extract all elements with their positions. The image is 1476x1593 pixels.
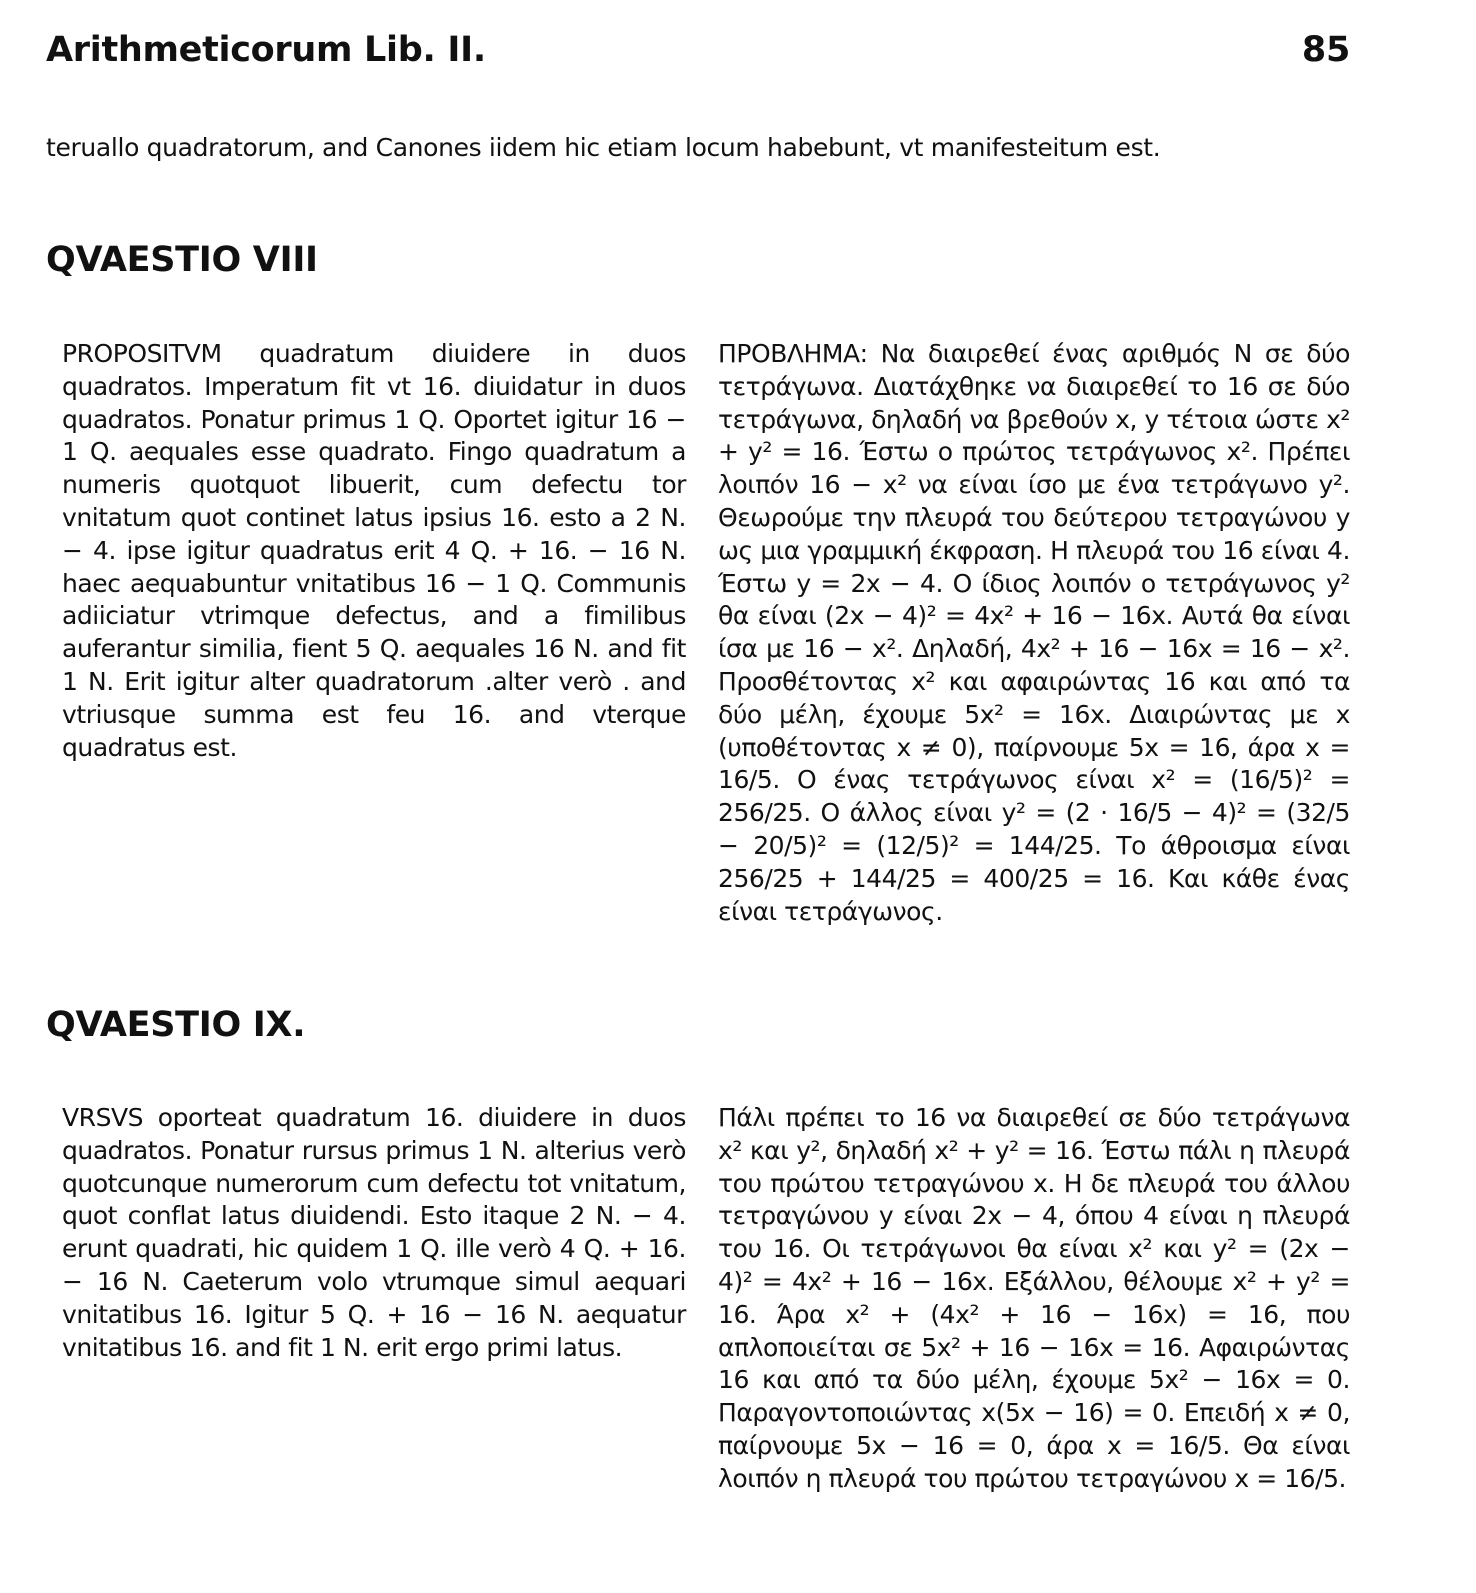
page-number: 85 — [1301, 30, 1350, 70]
section-title-ix: QVAESTIO IX. — [46, 1005, 306, 1045]
greek-translation-ix: Πάλι πρέπει το 16 να διαιρεθεί σε δύο τετράγωνα x² και y², δηλαδή x² + y² = 16. Έστω πάλι η πλευρά του πρώτου τετραγώνου x. Η δε πλευρά του άλλου τετραγώνου y είναι 2x − 4, όπου 4 είναι η πλευρά του 16. Οι τετράγωνοι θα είναι x² και y² = (2x − 4)² = 4x² + 16 − 16x. Εξάλλου, θέλουμε x² + y² = 16. Άρα x² + (4x² + 16 − 16x) = 16, που απλοποιείται σε 5x² + 16 − 16x = 16. Αφαιρώντας 16 και από τα δύο μέλη, έχουμε 5x² − 16x = 0. Παραγοντοποιώντας x(5x − 16) = 0. Επειδή x ≠ 0, παίρνουμε 5x − 16 = 0, άρα x = 16/5. Θα είναι λοιπόν η πλευρά του πρώτου τετραγώνου x = 16/5. — [718, 1103, 1350, 1493]
intro-paragraph: teruallo quadratorum, and Canones iidem hic etiam locum habebunt, vt manifesteitum est. — [46, 133, 1161, 162]
running-head-title: Arithmeticorum Lib. II. — [46, 30, 486, 70]
running-head — [46, 30, 1350, 70]
greek-translation-viii: ΠΡΟΒΛΗΜΑ: Να διαιρεθεί ένας αριθμός N σε δύο τετράγωνα. Διατάχθηκε να διαιρεθεί το 16 σε δύο τετράγωνα, δηλαδή να βρεθούν x, y τέτοια ώστε x² + y² = 16. Έστω ο πρώτος τετράγωνος x². Πρέπει λοιπόν 16 − x² να είναι ίσο με ένα τετράγωνο y². Θεωρούμε την πλευρά του δεύτερου τετραγώνου y ως μια γραμμική έκφραση. Η πλευρά του 16 είναι 4. Έστω y = 2x − 4. Ο ίδιος λοιπόν ο τετράγωνος y² θα είναι (2x − 4)² = 4x² + 16 − 16x. Αυτά θα είναι ίσα με 16 − x². Δηλαδή, 4x² + 16 − 16x = 16 − x². Προσθέτοντας x² και αφαιρώντας 16 και από τα δύο μέλη, έχουμε 5x² = 16x. Διαιρώντας με x (υποθέτοντας x ≠ 0), παίρνουμε 5x = 16, άρα x = 16/5. Ο ένας τετράγωνος είναι x² = (16/5)² = 256/25. Ο άλλος είναι y² = (2 · 16/5 − 4)² = (32/5 − 20/5)² = (12/5)² = 144/25. Το άθροισμα είναι 256/25 + 144/25 = 400/25 = 16. Και κάθε ένας είναι τετράγωνος. — [718, 339, 1350, 926]
latin-text-viii: PROPOSITVM quadratum diuidere in duos quadratos. Imperatum fit vt 16. diuidatur in duos quadratos. Ponatur primus 1 Q. Oportet igitur 16 − 1 Q. aequales esse quadrato. Fingo quadratum a numeris quotquot libuerit, cum defectu tor vnitatum quot continet latus ipsius 16. esto a 2 N. − 4. ipse igitur quadratus erit 4 Q. + 16. − 16 N. haec aequabuntur vnitatibus 16 − 1 Q. Communis adiiciatur vtrimque defectus, and a fimilibus auferantur similia, fient 5 Q. aequales 16 N. and fit 1 N. Erit igitur alter quadratorum .alter verò . and vtriusque summa est feu 16. and vterque quadratus est. — [62, 339, 686, 762]
section-title-viii: QVAESTIO VIII — [46, 240, 318, 280]
latin-text-ix: VRSVS oporteat quadratum 16. diuidere in duos quadratos. Ponatur rursus primus 1 N. alterius verò quotcunque numerorum cum defectu tot vnitatum, quot conflat latus diuidendi. Esto itaque 2 N. − 4. erunt quadrati, hic quidem 1 Q. ille verò 4 Q. + 16. − 16 N. Caeterum volo vtrumque simul aequari vnitatibus 16. Igitur 5 Q. + 16 − 16 N. aequatur vnitatibus 16. and fit 1 N. erit ergo primi latus. — [62, 1103, 686, 1362]
